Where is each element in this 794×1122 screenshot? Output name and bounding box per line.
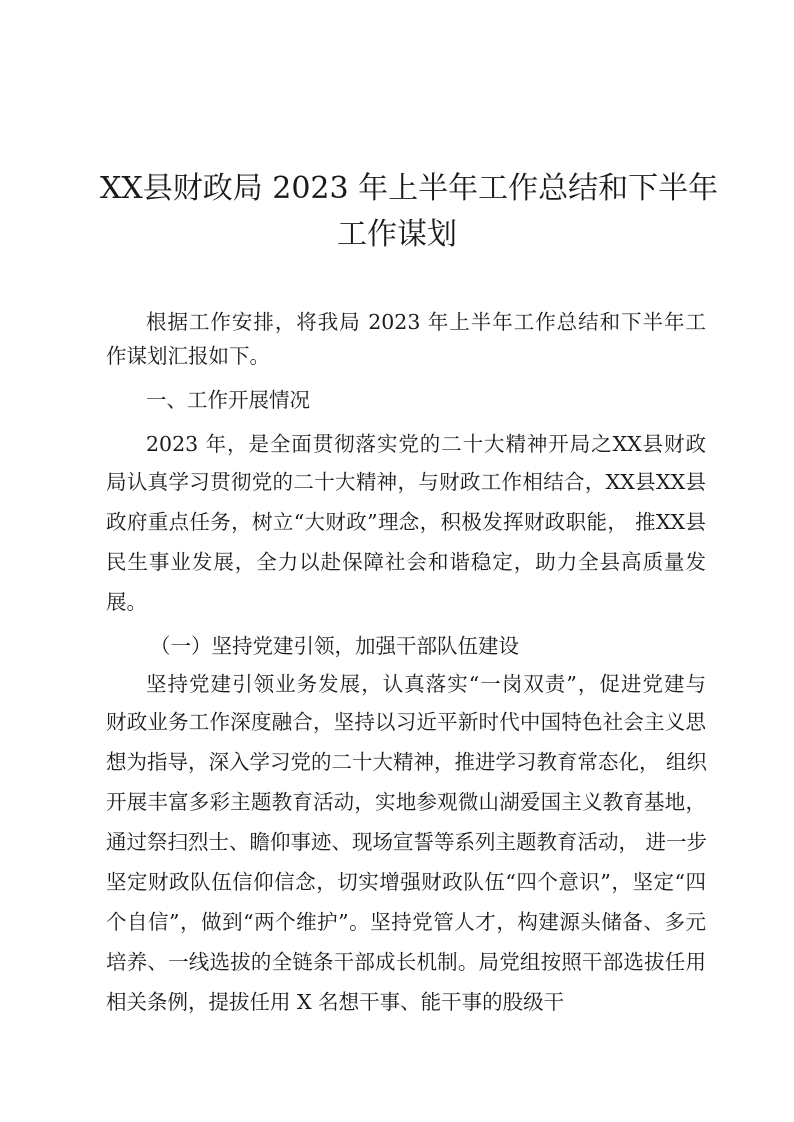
paragraph-line: 坚持党建引领业务发展，认真落实“一岗双责”，促进党建与 xyxy=(146,672,706,696)
paragraph-line: 展。 xyxy=(106,590,147,614)
paragraph-line: 相关条例，提拔任用 X 名想干事、能干事的股级干 xyxy=(106,990,565,1014)
document-title-line-2: 工作谋划 xyxy=(337,217,457,252)
paragraph-line: 坚定财政队伍信仰信念，切实增强财政队伍“四个意识”，坚定“四 xyxy=(106,870,706,894)
paragraph-line: 想为指导，深入学习党的二十大精神，推进学习教育常态化， 组织 xyxy=(106,750,708,774)
paragraph-line: 民生事业发展，全力以赴保障社会和谐稳定，助力全县高质量发 xyxy=(106,550,706,574)
paragraph-line: 培养、一线选拔的全链条干部成长机制。局党组按照干部选拔任用 xyxy=(106,950,706,974)
paragraph-line: 个自信”，做到“两个维护”。坚持党管人才，构建源头储备、多元 xyxy=(106,910,706,934)
section-heading: 一、工作开展情况 xyxy=(146,388,310,412)
paragraph-line: 财政业务工作深度融合，坚持以习近平新时代中国特色社会主义思 xyxy=(106,710,706,734)
subsection-heading: （一）坚持党建引领，加强干部队伍建设 xyxy=(150,634,519,658)
document-title-line-1: XX县财政局 2023 年上半年工作总结和下半年 xyxy=(100,171,719,206)
paragraph-line: 开展丰富多彩主题教育活动，实地参观微山湖爱国主义教育基地， xyxy=(106,790,706,814)
paragraph-line: 政府重点任务，树立“大财政”理念，积极发挥财政职能， 推XX县 xyxy=(106,510,706,534)
paragraph-line: 根据工作安排，将我局 2023 年上半年工作总结和下半年工 xyxy=(146,310,706,334)
paragraph-line: 通过祭扫烈士、瞻仰事迹、现场宣誓等系列主题教育活动， 进一步 xyxy=(106,830,708,854)
paragraph-line: 2023 年，是全面贯彻落实党的二十大精神开局之XX县财政 xyxy=(146,432,706,456)
paragraph-line: 局认真学习贯彻党的二十大精神，与财政工作相结合，XX县XX县 xyxy=(106,470,706,494)
paragraph-line: 作谋划汇报如下。 xyxy=(106,344,270,368)
